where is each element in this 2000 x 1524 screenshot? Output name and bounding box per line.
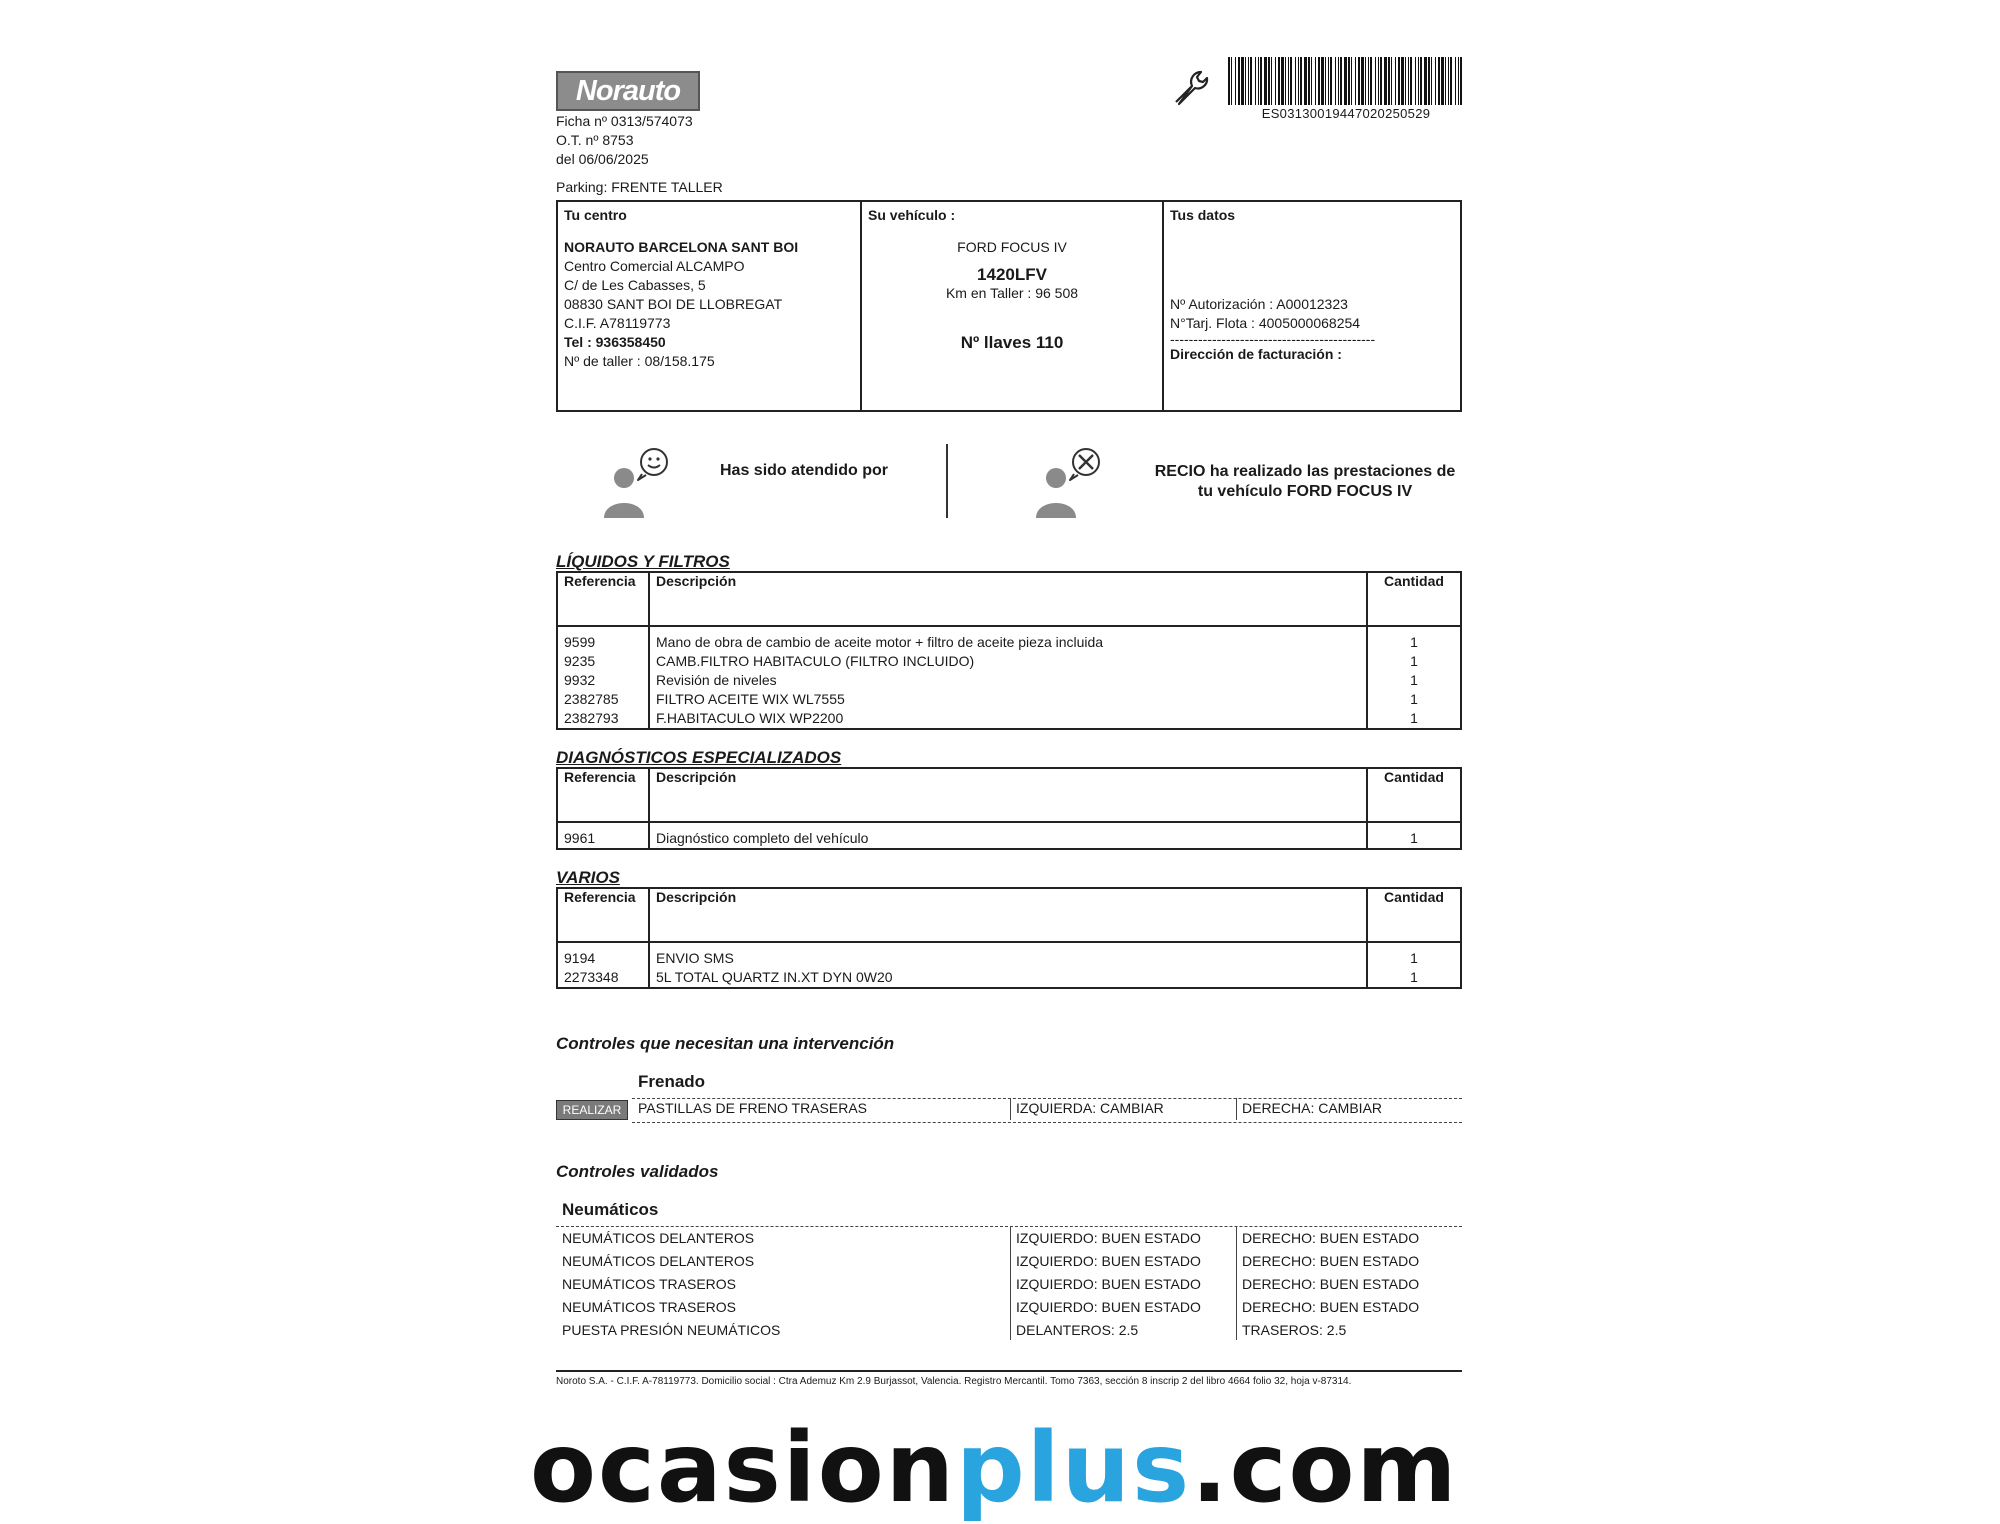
info-box xyxy=(556,200,1462,412)
col-header-ref: Referencia xyxy=(557,888,649,942)
validated-right: TRASEROS: 2.5 xyxy=(1242,1322,1347,1338)
barcode-bar xyxy=(1450,57,1452,105)
vehicle-model: FORD FOCUS IV xyxy=(957,239,1067,255)
brand-part3: .com xyxy=(1191,1412,1459,1524)
col-header-desc: Descripción xyxy=(649,572,1367,626)
barcode-bar xyxy=(1435,57,1436,105)
brand-part2: plus xyxy=(955,1412,1192,1524)
col-header-desc: Descripción xyxy=(649,768,1367,822)
row-desc: ENVIO SMS xyxy=(649,942,1367,968)
table-row xyxy=(557,671,1461,690)
centro-tel: Tel : 936358450 xyxy=(564,334,666,350)
intervention-left: IZQUIERDA: CAMBIAR xyxy=(1016,1100,1164,1116)
row-ref: 9932 xyxy=(557,671,649,690)
barcode-bar xyxy=(1420,57,1422,105)
barcode-bar xyxy=(1398,57,1400,105)
barcode-bar xyxy=(1418,57,1419,105)
barcode-bar xyxy=(1395,57,1396,105)
barcode-bar xyxy=(1298,57,1299,105)
barcode-bar xyxy=(1260,57,1262,105)
validated-item: NEUMÁTICOS TRASEROS xyxy=(562,1276,736,1292)
row-qty: 1 xyxy=(1367,690,1461,709)
col-header-qty: Cantidad xyxy=(1367,572,1461,626)
barcode-bar xyxy=(1264,57,1267,105)
validated-item: NEUMÁTICOS DELANTEROS xyxy=(562,1230,755,1246)
row-desc: 5L TOTAL QUARTZ IN.XT DYN 0W20 xyxy=(649,968,1367,988)
barcode-number: ES03130019447020250529 xyxy=(1261,106,1431,121)
barcode-bar xyxy=(1458,57,1459,105)
barcode-bar xyxy=(1408,57,1409,105)
barcode-bar xyxy=(1368,57,1369,105)
col-header-desc: Descripción xyxy=(649,888,1367,942)
performed-by-text xyxy=(1140,462,1470,502)
validated-items xyxy=(562,1227,780,1342)
fleet-card: N°Tarj. Flota : 4005000068254 xyxy=(1170,315,1361,331)
table-row xyxy=(557,968,1461,988)
barcode-bar xyxy=(1290,57,1292,105)
barcode-bar xyxy=(1428,57,1430,105)
datos-panel xyxy=(1162,202,1460,410)
validated-item: NEUMÁTICOS TRASEROS xyxy=(562,1299,736,1315)
row-desc: CAMB.FILTRO HABITACULO (FILTRO INCLUIDO) xyxy=(649,652,1367,671)
centro-line1: Centro Comercial ALCAMPO xyxy=(564,258,745,274)
row-qty: 1 xyxy=(1367,671,1461,690)
barcode-bar xyxy=(1311,57,1312,105)
barcode-bar xyxy=(1460,57,1462,105)
performed-by-line1: RECIO ha realizado las prestaciones de xyxy=(1154,463,1456,480)
barcode-bar xyxy=(1455,57,1456,105)
barcode-bar xyxy=(1281,57,1284,105)
barcode xyxy=(1228,57,1464,105)
validated-left: IZQUIERDO: BUEN ESTADO xyxy=(1016,1276,1201,1292)
barcode-bar xyxy=(1268,57,1270,105)
diagnosticos-table xyxy=(556,767,1462,850)
norauto-logo: Norauto xyxy=(556,71,700,111)
barcode-bar xyxy=(1275,57,1276,105)
parking-info: Parking: FRENTE TALLER xyxy=(556,179,723,195)
intervention-divider xyxy=(1236,1098,1237,1120)
barcode-bar xyxy=(1375,57,1376,105)
billing-address-label: Dirección de facturación : xyxy=(1170,346,1342,362)
centro-heading: Tu centro xyxy=(564,207,627,223)
ficha-number: Ficha nº 0313/574073 xyxy=(556,113,693,129)
barcode-bar xyxy=(1328,57,1329,105)
row-qty: 1 xyxy=(1367,652,1461,671)
barcode-bar xyxy=(1295,57,1296,105)
row-desc: Mano de obra de cambio de aceite motor + filtro de aceite pieza incluida xyxy=(649,626,1367,652)
barcode-bar xyxy=(1445,57,1446,105)
ocasionplus-logo xyxy=(530,1412,1490,1522)
barcode-bar xyxy=(1318,57,1320,105)
barcode-bar xyxy=(1300,57,1302,105)
person-smile-icon xyxy=(598,446,670,518)
performed-by-line2: tu vehículo FORD FOCUS IV xyxy=(1197,483,1413,500)
barcode-bar xyxy=(1335,57,1336,105)
centro-cif: C.I.F. A78119773 xyxy=(564,315,671,331)
barcode-bar xyxy=(1355,57,1356,105)
row-ref: 2382785 xyxy=(557,690,649,709)
centro-name: NORAUTO BARCELONA SANT BOI xyxy=(564,239,799,255)
attended-divider xyxy=(946,444,948,518)
order-date: del 06/06/2025 xyxy=(556,151,649,167)
centro-line2: C/ de Les Cabasses, 5 xyxy=(564,277,706,293)
table-row xyxy=(557,709,1461,729)
row-desc: FILTRO ACEITE WIX WL7555 xyxy=(649,690,1367,709)
person-mechanic-icon xyxy=(1030,446,1102,518)
row-qty: 1 xyxy=(1367,709,1461,729)
barcode-bar xyxy=(1378,57,1379,105)
barcode-bar xyxy=(1315,57,1316,105)
validated-divider xyxy=(1010,1226,1011,1340)
barcode-bar xyxy=(1361,57,1364,105)
barcode-bar xyxy=(1424,57,1427,105)
section-title-liquidos: LÍQUIDOS Y FILTROS xyxy=(556,552,730,571)
attended-by-label: Has sido atendido por xyxy=(720,462,889,479)
row-desc: Revisión de niveles xyxy=(649,671,1367,690)
barcode-bar xyxy=(1278,57,1280,105)
row-qty: 1 xyxy=(1367,942,1461,968)
col-header-ref: Referencia xyxy=(557,768,649,822)
col-header-qty: Cantidad xyxy=(1367,888,1461,942)
barcode-bar xyxy=(1388,57,1390,105)
barcode-bar xyxy=(1321,57,1324,105)
barcode-bar xyxy=(1358,57,1360,105)
row-ref: 9961 xyxy=(557,822,649,849)
intervention-bottom-rule xyxy=(632,1122,1462,1123)
vehiculo-heading: Su vehículo : xyxy=(868,207,956,223)
brand-part1: ocasion xyxy=(530,1412,956,1524)
ot-number: O.T. nº 8753 xyxy=(556,132,634,148)
barcode-bar xyxy=(1248,57,1249,105)
barcode-bar xyxy=(1344,57,1347,105)
intervention-title: Controles que necesitan una intervención xyxy=(556,1034,895,1053)
col-header-qty: Cantidad xyxy=(1367,768,1461,822)
barcode-bar xyxy=(1271,57,1272,105)
vehicle-plate: 1420LFV xyxy=(977,265,1047,284)
legal-footer: Noroto S.A. - C.I.F. A-78119773. Domicilio social : Ctra Ademuz Km 2.9 Burjassot, Valencia. Registro Mercantil. Tomo 7363, sección 8 inscrip 2 del libro 4664 folio 32, hoja v-87314. xyxy=(556,1376,1352,1387)
wrench-icon xyxy=(1170,66,1212,108)
barcode-bar xyxy=(1448,57,1449,105)
validated-right-values xyxy=(1242,1227,1419,1342)
row-ref: 9235 xyxy=(557,652,649,671)
varios-table xyxy=(556,887,1462,989)
vehicle-keys: Nº llaves 110 xyxy=(960,333,1064,352)
barcode-bar xyxy=(1330,57,1332,105)
table-row xyxy=(557,652,1461,671)
barcode-bar xyxy=(1255,57,1256,105)
validated-group: Neumáticos xyxy=(562,1200,659,1219)
row-ref: 9599 xyxy=(557,626,649,652)
validated-right: DERECHO: BUEN ESTADO xyxy=(1242,1230,1420,1246)
barcode-bar xyxy=(1304,57,1307,105)
centro-taller: Nº de taller : 08/158.175 xyxy=(564,353,715,369)
validated-left: IZQUIERDO: BUEN ESTADO xyxy=(1016,1230,1201,1246)
barcode-bar xyxy=(1348,57,1350,105)
centro-panel xyxy=(558,202,860,410)
validated-left-values xyxy=(1016,1227,1201,1342)
barcode-bar xyxy=(1340,57,1342,105)
datos-heading: Tus datos xyxy=(1170,207,1236,223)
barcode-bar xyxy=(1380,57,1382,105)
validated-divider xyxy=(1236,1226,1237,1340)
section-title-diagnosticos: DIAGNÓSTICOS ESPECIALIZADOS xyxy=(556,748,842,767)
barcode-bar xyxy=(1438,57,1440,105)
barcode-bar xyxy=(1338,57,1339,105)
barcode-bar xyxy=(1370,57,1372,105)
table-row xyxy=(557,822,1461,849)
validated-left: IZQUIERDO: BUEN ESTADO xyxy=(1016,1299,1201,1315)
footer-rule xyxy=(556,1370,1462,1372)
validated-right: DERECHO: BUEN ESTADO xyxy=(1242,1276,1420,1292)
table-row xyxy=(557,626,1461,652)
barcode-bar xyxy=(1365,57,1366,105)
row-ref: 2273348 xyxy=(557,968,649,988)
intervention-right: DERECHA: CAMBIAR xyxy=(1242,1100,1383,1116)
separator-line: -------------------------------------------- xyxy=(1170,333,1376,345)
vehiculo-panel xyxy=(860,202,1162,410)
validated-left: IZQUIERDO: BUEN ESTADO xyxy=(1016,1253,1201,1269)
centro-line3: 08830 SANT BOI DE LLOBREGAT xyxy=(564,296,783,312)
barcode-bar xyxy=(1250,57,1252,105)
row-ref: 2382793 xyxy=(557,709,649,729)
vehicle-km: Km en Taller : 96 508 xyxy=(945,285,1079,301)
validated-right: DERECHO: BUEN ESTADO xyxy=(1242,1253,1420,1269)
validated-item: PUESTA PRESIÓN NEUMÁTICOS xyxy=(562,1322,781,1338)
barcode-bar xyxy=(1401,57,1404,105)
row-desc: Diagnóstico completo del vehículo xyxy=(649,822,1367,849)
col-header-ref: Referencia xyxy=(557,572,649,626)
barcode-bar xyxy=(1238,57,1240,105)
validated-left: DELANTEROS: 2.5 xyxy=(1016,1322,1139,1338)
barcode-bar xyxy=(1235,57,1236,105)
section-title-varios: VARIOS xyxy=(556,868,620,887)
barcode-bar xyxy=(1245,57,1246,105)
liquidos-table xyxy=(556,571,1462,730)
barcode-bar xyxy=(1441,57,1444,105)
barcode-bar xyxy=(1241,57,1244,105)
autorizacion: Nº Autorización : A00012323 xyxy=(1170,296,1348,312)
validated-item: NEUMÁTICOS DELANTEROS xyxy=(562,1253,755,1269)
row-qty: 1 xyxy=(1367,822,1461,849)
row-qty: 1 xyxy=(1367,968,1461,988)
barcode-bar xyxy=(1231,57,1232,105)
barcode-bar xyxy=(1415,57,1416,105)
barcode-bar xyxy=(1228,57,1230,105)
intervention-divider xyxy=(1010,1098,1011,1120)
barcode-bar xyxy=(1325,57,1326,105)
barcode-bar xyxy=(1410,57,1412,105)
barcode-bar xyxy=(1391,57,1392,105)
row-ref: 9194 xyxy=(557,942,649,968)
row-desc: F.HABITACULO WIX WP2200 xyxy=(649,709,1367,729)
barcode-bar xyxy=(1405,57,1406,105)
validated-right: DERECHO: BUEN ESTADO xyxy=(1242,1299,1420,1315)
barcode-bar xyxy=(1258,57,1259,105)
barcode-bar xyxy=(1285,57,1286,105)
table-row xyxy=(557,690,1461,709)
realizar-badge: REALIZAR xyxy=(556,1100,628,1120)
barcode-bar xyxy=(1308,57,1310,105)
intervention-item: PASTILLAS DE FRENO TRASERAS xyxy=(638,1100,867,1116)
barcode-bar xyxy=(1384,57,1387,105)
barcode-bar xyxy=(1288,57,1289,105)
row-qty: 1 xyxy=(1367,626,1461,652)
table-row xyxy=(557,942,1461,968)
barcode-bar xyxy=(1351,57,1352,105)
barcode-bar xyxy=(1431,57,1432,105)
validated-title: Controles validados xyxy=(556,1162,719,1181)
intervention-group: Frenado xyxy=(638,1072,706,1091)
